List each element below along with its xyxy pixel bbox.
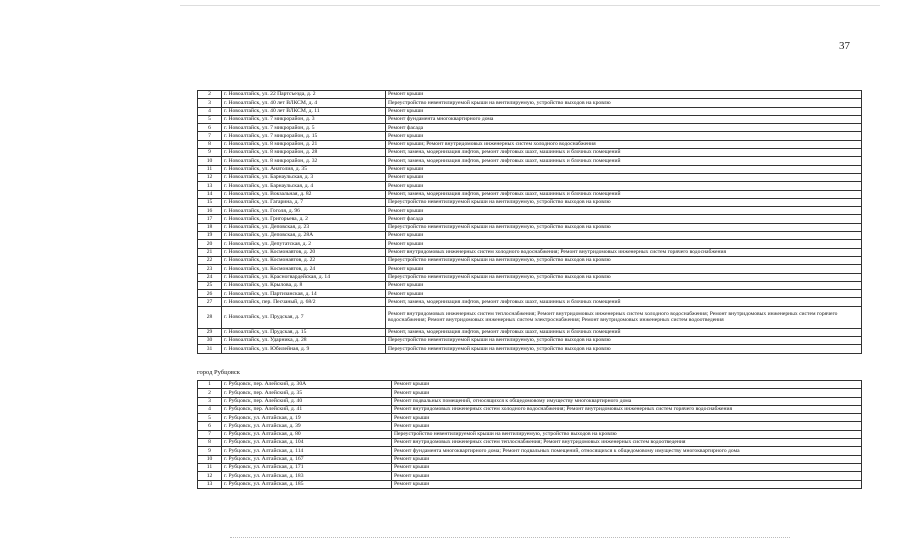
table-row bbox=[198, 107, 862, 115]
row-address: г. Новоалтайск, ул. Вокзальная, д. 82 bbox=[222, 190, 386, 198]
row-number: 6 bbox=[198, 124, 222, 132]
row-number: 3 bbox=[198, 397, 222, 405]
row-address: г. Рубцовск, пер. Алейский, д. 35 bbox=[222, 389, 392, 397]
row-work-type: Переустройство невентилируемой крыши на вентилируемую, устройство выходов на кровлю bbox=[386, 337, 862, 345]
row-work-type: Ремонт фундамента многоквартирного дома bbox=[386, 115, 862, 123]
row-work-type: Переустройство невентилируемой крыши на вентилируемую, устройство выходов на кровлю bbox=[386, 256, 862, 264]
row-address: г. Новоалтайск, пер. Песчаный, д. 68/2 bbox=[222, 298, 386, 306]
row-address: г. Новоалтайск, ул. Прудская, д. 7 bbox=[222, 306, 386, 328]
table-row bbox=[198, 132, 862, 140]
table-row bbox=[198, 207, 862, 215]
row-address: г. Новоалтайск, ул. 8 микрорайон, д. 32 bbox=[222, 157, 386, 165]
row-work-type: Ремонт крыши bbox=[386, 240, 862, 248]
row-work-type: Ремонт крыши bbox=[386, 173, 862, 181]
row-number: 15 bbox=[198, 198, 222, 206]
row-address: г. Новоалтайск, ул. Григорьева, д. 2 bbox=[222, 215, 386, 223]
row-work-type: Ремонт, замена, модернизация лифтов, ремонт лифтовых шахт, машинных и блочных помещений bbox=[386, 298, 862, 306]
table-row bbox=[198, 265, 862, 273]
row-number: 1 bbox=[198, 381, 222, 389]
row-work-type: Ремонт фасада bbox=[386, 215, 862, 223]
row-address: г. Новоалтайск, ул. Крылова, д. 8 bbox=[222, 281, 386, 289]
row-work-type: Ремонт, замена, модернизация лифтов, ремонт лифтовых шахт, машинных и блочных помещений bbox=[386, 149, 862, 157]
row-work-type: Ремонт внутридомовых инженерных систем теплоснабжения; Ремонт внутридомовых инженерных систем холодного водоснабжения; Ремонт внутридомовых инженерных систем горячего водоснабжения; Ремонт внутридомовых инженерных систем электроснабжения; Ремонт внутридомовых инженерных систем водоотведения bbox=[386, 306, 862, 328]
table-row bbox=[198, 337, 862, 345]
row-address: г. Новоалтайск, ул. Деповская, д. 28А bbox=[222, 232, 386, 240]
row-number: 13 bbox=[198, 182, 222, 190]
row-address: г. Новоалтайск, ул. Прудская, д. 15 bbox=[222, 328, 386, 336]
row-number: 8 bbox=[198, 140, 222, 148]
table-row bbox=[198, 328, 862, 336]
row-work-type: Ремонт крыши bbox=[386, 91, 862, 99]
top-scan-rule bbox=[180, 5, 880, 6]
row-work-type: Ремонт, замена, модернизация лифтов, ремонт лифтовых шахт, машинных и блочных помещений bbox=[386, 190, 862, 198]
section-title-rubtsovsk: город Рубцовск bbox=[197, 369, 240, 376]
row-work-type: Ремонт внутридомовых инженерных систем холодного водоснабжения; Ремонт внутридомовых инженерных систем горячего водоснабжения bbox=[386, 248, 862, 256]
table-row bbox=[198, 463, 862, 471]
row-number: 2 bbox=[198, 389, 222, 397]
table-row bbox=[198, 198, 862, 206]
table-row bbox=[198, 414, 862, 422]
row-address: г. Новоалтайск, ул. Космонавтов, д. 24 bbox=[222, 265, 386, 273]
row-work-type: Ремонт, замена, модернизация лифтов, ремонт лифтовых шахт, машинных и блочных помещений bbox=[386, 328, 862, 336]
row-work-type: Ремонт крыши bbox=[386, 281, 862, 289]
row-address: г. Рубцовск, ул. Алтайская, д. 19 bbox=[222, 414, 392, 422]
row-address: г. Новоалтайск, ул. Анатолия, д. 35 bbox=[222, 165, 386, 173]
row-work-type: Переустройство невентилируемой крыши на вентилируемую, устройство выходов на кровлю bbox=[386, 223, 862, 231]
row-work-type: Ремонт крыши bbox=[392, 422, 862, 430]
row-number: 16 bbox=[198, 207, 222, 215]
row-number: 7 bbox=[198, 132, 222, 140]
row-address: г. Новоалтайск, ул. 8 микрорайон, д. 28 bbox=[222, 149, 386, 157]
rubtsovsk-table-body bbox=[198, 381, 862, 489]
row-number: 11 bbox=[198, 463, 222, 471]
table-row bbox=[198, 215, 862, 223]
row-number: 6 bbox=[198, 422, 222, 430]
table-row bbox=[198, 190, 862, 198]
row-number: 13 bbox=[198, 480, 222, 488]
row-number: 3 bbox=[198, 99, 222, 107]
row-work-type: Ремонт крыши bbox=[392, 480, 862, 488]
row-number: 22 bbox=[198, 256, 222, 264]
row-number: 5 bbox=[198, 115, 222, 123]
row-address: г. Новоалтайск, ул. Барнаульская, д. 3 bbox=[222, 173, 386, 181]
row-address: г. Рубцовск, пер. Алейский, д. 30А bbox=[222, 381, 392, 389]
novoaltaysk-table bbox=[197, 90, 862, 354]
table-row bbox=[198, 149, 862, 157]
table-row bbox=[198, 232, 862, 240]
table-row bbox=[198, 290, 862, 298]
table-row bbox=[198, 256, 862, 264]
table-row bbox=[198, 248, 862, 256]
row-number: 11 bbox=[198, 165, 222, 173]
row-work-type: Ремонт подвальных помещений, относящихся к общедомовому имуществу многоквартирного дома bbox=[392, 397, 862, 405]
row-work-type: Переустройство невентилируемой крыши на вентилируемую, устройство выходов на кровлю bbox=[386, 345, 862, 353]
row-number: 28 bbox=[198, 306, 222, 328]
table-row bbox=[198, 345, 862, 353]
row-address: г. Рубцовск, ул. Алтайская, д. 183 bbox=[222, 472, 392, 480]
row-number: 29 bbox=[198, 328, 222, 336]
row-address: г. Новоалтайск, ул. Красногвардейская, д. 14 bbox=[222, 273, 386, 281]
table-row bbox=[198, 91, 862, 99]
row-address: г. Рубцовск, ул. Алтайская, д. 80 bbox=[222, 430, 392, 438]
row-work-type: Ремонт внутридомовых инженерных систем холодного водоснабжения; Ремонт внутридомовых инженерных систем горячего водоснабжения bbox=[392, 405, 862, 413]
row-work-type: Ремонт крыши; Ремонт внутридомовых инженерных систем холодного водоснабжения bbox=[386, 140, 862, 148]
row-number: 4 bbox=[198, 107, 222, 115]
row-work-type: Ремонт крыши bbox=[386, 132, 862, 140]
row-work-type: Ремонт крыши bbox=[392, 414, 862, 422]
row-work-type: Ремонт крыши bbox=[386, 265, 862, 273]
table-row bbox=[198, 422, 862, 430]
row-number: 8 bbox=[198, 439, 222, 447]
row-work-type: Ремонт крыши bbox=[386, 107, 862, 115]
row-address: г. Новоалтайск, ул. Космонавтов, д. 20 bbox=[222, 248, 386, 256]
row-number: 27 bbox=[198, 298, 222, 306]
row-address: г. Новоалтайск, ул. 40 лет ВЛКСМ, д. 4 bbox=[222, 99, 386, 107]
table-row bbox=[198, 157, 862, 165]
row-work-type: Переустройство невентилируемой крыши на вентилируемую, устройство выходов на кровлю bbox=[386, 99, 862, 107]
row-address: г. Рубцовск, пер. Алейский, д. 41 bbox=[222, 405, 392, 413]
row-number: 19 bbox=[198, 232, 222, 240]
table-row bbox=[198, 389, 862, 397]
table-row bbox=[198, 405, 862, 413]
row-number: 9 bbox=[198, 447, 222, 455]
table-row bbox=[198, 381, 862, 389]
table-row bbox=[198, 173, 862, 181]
row-work-type: Ремонт крыши bbox=[392, 381, 862, 389]
row-address: г. Рубцовск, ул. Алтайская, д. 114 bbox=[222, 447, 392, 455]
row-work-type: Ремонт крыши bbox=[386, 207, 862, 215]
table-row bbox=[198, 298, 862, 306]
row-address: г. Новоалтайск, ул. Космонавтов, д. 22 bbox=[222, 256, 386, 264]
row-work-type: Переустройство невентилируемой крыши на вентилируемую, устройство выходов на кровлю bbox=[392, 430, 862, 438]
row-work-type: Ремонт, замена, модернизация лифтов, ремонт лифтовых шахт, машинных и блочных помещений bbox=[386, 157, 862, 165]
row-work-type: Ремонт крыши bbox=[392, 472, 862, 480]
table-row bbox=[198, 240, 862, 248]
table-row bbox=[198, 182, 862, 190]
row-number: 23 bbox=[198, 265, 222, 273]
table-row bbox=[198, 480, 862, 488]
row-work-type: Переустройство невентилируемой крыши на вентилируемую, устройство выходов на кровлю bbox=[386, 273, 862, 281]
row-address: г. Новоалтайск, ул. Гоголя, д. 96 bbox=[222, 207, 386, 215]
page-number: 37 bbox=[839, 40, 850, 52]
table-row bbox=[198, 124, 862, 132]
row-number: 4 bbox=[198, 405, 222, 413]
row-work-type: Ремонт крыши bbox=[392, 455, 862, 463]
novoaltaysk-table-body bbox=[198, 91, 862, 354]
table-row bbox=[198, 447, 862, 455]
row-address: г. Новоалтайск, ул. Ударника, д. 28 bbox=[222, 337, 386, 345]
table-row bbox=[198, 430, 862, 438]
row-number: 31 bbox=[198, 345, 222, 353]
row-address: г. Новоалтайск, ул. 7 микрорайон, д. 15 bbox=[222, 132, 386, 140]
row-number: 21 bbox=[198, 248, 222, 256]
row-address: г. Рубцовск, пер. Алейский, д. 40 bbox=[222, 397, 392, 405]
row-work-type: Ремонт фундамента многоквартирного дома; Ремонт подвальных помещений, относящихся к общедомовому имуществу многоквартирного дома bbox=[392, 447, 862, 455]
table-row bbox=[198, 306, 862, 328]
row-work-type: Ремонт фасада bbox=[386, 124, 862, 132]
row-work-type: Переустройство невентилируемой крыши на вентилируемую, устройство выходов на кровлю bbox=[386, 198, 862, 206]
row-address: г. Новоалтайск, ул. Юбилейная, д. 9 bbox=[222, 345, 386, 353]
row-work-type: Ремонт крыши bbox=[392, 389, 862, 397]
table-row bbox=[198, 99, 862, 107]
row-number: 26 bbox=[198, 290, 222, 298]
row-work-type: Ремонт крыши bbox=[386, 290, 862, 298]
row-address: г. Новоалтайск, ул. Деповская, д. 23 bbox=[222, 223, 386, 231]
row-number: 12 bbox=[198, 173, 222, 181]
row-work-type: Ремонт крыши bbox=[386, 232, 862, 240]
row-address: г. Новоалтайск, ул. Депутатская, д. 2 bbox=[222, 240, 386, 248]
row-address: г. Новоалтайск, ул. Барнаульская, д. 4 bbox=[222, 182, 386, 190]
row-work-type: Ремонт внутридомовых инженерных систем теплоснабжения; Ремонт внутридомовых инженерных систем водоотведения bbox=[392, 439, 862, 447]
table-row bbox=[198, 140, 862, 148]
row-address: г. Рубцовск, ул. Алтайская, д. 171 bbox=[222, 463, 392, 471]
table-row bbox=[198, 165, 862, 173]
row-number: 25 bbox=[198, 281, 222, 289]
table-row bbox=[198, 472, 862, 480]
row-address: г. Новоалтайск, ул. 7 микрорайон, д. 3 bbox=[222, 115, 386, 123]
row-number: 12 bbox=[198, 472, 222, 480]
row-number: 18 bbox=[198, 223, 222, 231]
row-work-type: Ремонт крыши bbox=[386, 165, 862, 173]
table-row bbox=[198, 115, 862, 123]
row-address: г. Рубцовск, ул. Алтайская, д. 185 bbox=[222, 480, 392, 488]
row-number: 2 bbox=[198, 91, 222, 99]
row-number: 30 bbox=[198, 337, 222, 345]
row-number: 10 bbox=[198, 157, 222, 165]
table-row bbox=[198, 223, 862, 231]
row-number: 17 bbox=[198, 215, 222, 223]
row-address: г. Новоалтайск, ул. 7 микрорайон, д. 5 bbox=[222, 124, 386, 132]
row-number: 10 bbox=[198, 455, 222, 463]
row-address: г. Новоалтайск, ул. Партизанская, д. 14 bbox=[222, 290, 386, 298]
row-address: г. Рубцовск, ул. Алтайская, д. 167 bbox=[222, 455, 392, 463]
table-row bbox=[198, 397, 862, 405]
table-row bbox=[198, 455, 862, 463]
row-number: 9 bbox=[198, 149, 222, 157]
row-number: 5 bbox=[198, 414, 222, 422]
row-address: г. Новоалтайск, ул. 22 Партсъезда, д. 2 bbox=[222, 91, 386, 99]
row-number: 14 bbox=[198, 190, 222, 198]
table-row bbox=[198, 281, 862, 289]
rubtsovsk-table bbox=[197, 380, 862, 489]
row-number: 24 bbox=[198, 273, 222, 281]
bottom-scan-rule bbox=[230, 537, 790, 538]
row-address: г. Новоалтайск, ул. Гагарина, д. 7 bbox=[222, 198, 386, 206]
row-address: г. Новоалтайск, ул. 8 микрорайон, д. 21 bbox=[222, 140, 386, 148]
row-address: г. Рубцовск, ул. Алтайская, д. 104 bbox=[222, 439, 392, 447]
row-address: г. Новоалтайск, ул. 40 лет ВЛКСМ, д. 11 bbox=[222, 107, 386, 115]
table-row bbox=[198, 439, 862, 447]
row-number: 7 bbox=[198, 430, 222, 438]
row-number: 20 bbox=[198, 240, 222, 248]
table-row bbox=[198, 273, 862, 281]
row-work-type: Ремонт крыши bbox=[392, 463, 862, 471]
row-address: г. Рубцовск, ул. Алтайская, д. 39 bbox=[222, 422, 392, 430]
row-work-type: Ремонт крыши bbox=[386, 182, 862, 190]
